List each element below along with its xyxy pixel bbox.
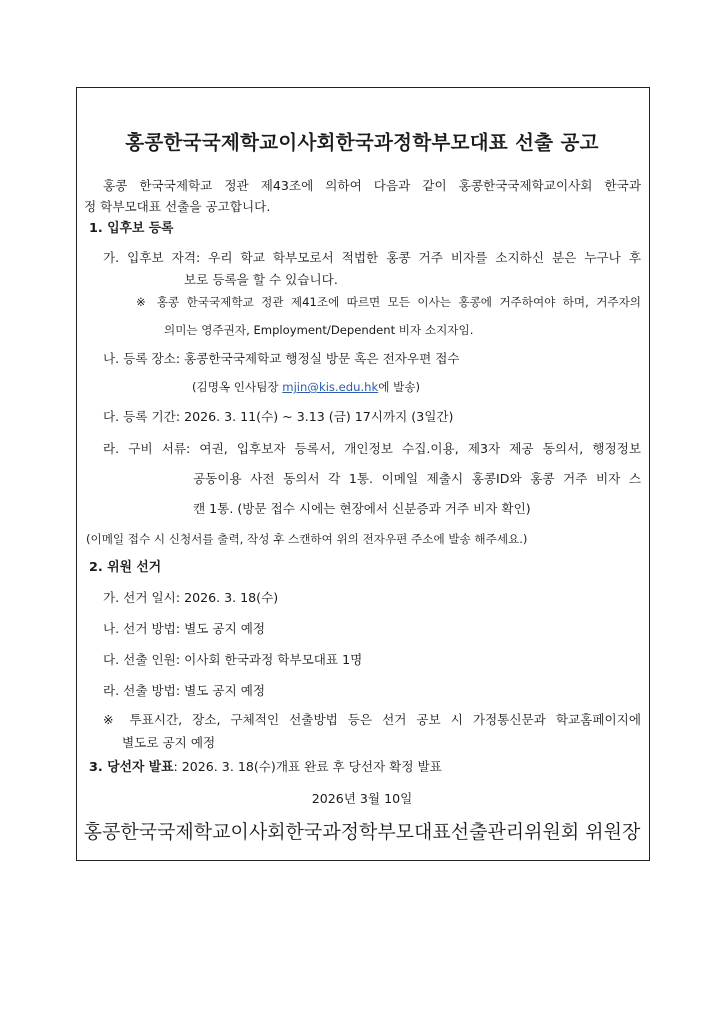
s1-da: 다. 등록 기간: 2026. 3. 11(수) ~ 3.13 (금) 17시까지 (3일간)	[103, 409, 454, 424]
s1-ra-line-2: 공동이용 사전 동의서 각 1통. 이메일 제출시 홍콩ID와 홍콩 거주 비자 스	[193, 471, 641, 486]
s2-note-line-2: 별도로 공지 예정	[122, 735, 216, 750]
s1-ra-line-3: 캔 1통. (방문 접수 시에는 현장에서 신분증과 거주 비자 확인)	[193, 501, 531, 516]
s1-email-note: (이메일 접수 시 신청서를 출력, 작성 후 스캔하여 위의 전자우편 주소에 발송 해주세요.)	[86, 532, 528, 546]
s2-note-line-1: ※ 투표시간, 장소, 구체적인 선출방법 등은 선거 공보 시 가정통신문과 학교홈페이지에	[103, 712, 641, 727]
s1-ga-line-2: 보로 등록을 할 수 있습니다.	[184, 272, 338, 287]
s1-na-sub	[192, 379, 420, 395]
s1-na-sub-suffix: 에 발송)	[378, 380, 421, 394]
notice-title: 홍콩한국국제학교이사회한국과정학부모대표 선출 공고	[125, 131, 599, 154]
s1-na-sub-prefix: (김명옥 인사팀장	[192, 380, 283, 394]
committee-signature: 홍콩한국국제학교이사회한국과정학부모대표선출관리위원회 위원장	[83, 821, 641, 843]
contact-email-link[interactable]: mjin@kis.edu.hk	[282, 380, 379, 394]
s1-na: 나. 등록 장소: 홍콩한국국제학교 행정실 방문 혹은 전자우편 접수	[103, 351, 460, 366]
s1-ra-line-1: 라. 구비 서류: 여권, 입후보자 등록서, 개인정보 수집.이용, 제3자 제공 동의서, 행정정보	[103, 441, 641, 456]
section-2-heading: 2. 위원 선거	[89, 560, 162, 575]
s2-da: 다. 선출 인원: 이사회 한국과정 학부모대표 1명	[103, 652, 363, 667]
intro-line-2: 정 학부모대표 선출을 공고합니다.	[84, 199, 271, 214]
section-3-text: : 2026. 3. 18(수)개표 완료 후 당선자 확정 발표	[173, 759, 442, 774]
section-3-heading: 3. 당선자 발표	[89, 760, 174, 775]
intro-line-1: 홍콩 한국국제학교 정관 제43조에 의하여 다음과 같이 홍콩한국국제학교이사회 한국과	[103, 178, 641, 193]
s2-na: 나. 선거 방법: 별도 공지 예정	[103, 621, 266, 636]
s1-note-line-1: ※ 홍콩 한국국제학교 정관 제41조에 따르면 모든 이사는 홍콩에 거주하여야 하며, 거주자의	[136, 295, 641, 309]
s1-ga-line-1: 가. 입후보 자격: 우리 학교 학부모로서 적법한 홍콩 거주 비자를 소지하신 분은 누구나 후	[103, 250, 641, 265]
s1-note-line-2: 의미는 영주권자, Employment/Dependent 비자 소지자임.	[164, 323, 474, 337]
section-3	[89, 759, 442, 776]
s2-ra: 라. 선출 방법: 별도 공지 예정	[103, 683, 266, 698]
section-1-heading: 1. 입후보 등록	[89, 221, 174, 236]
s2-ga: 가. 선거 일시: 2026. 3. 18(수)	[103, 590, 279, 605]
notice-date: 2026년 3월 10일	[311, 791, 413, 806]
